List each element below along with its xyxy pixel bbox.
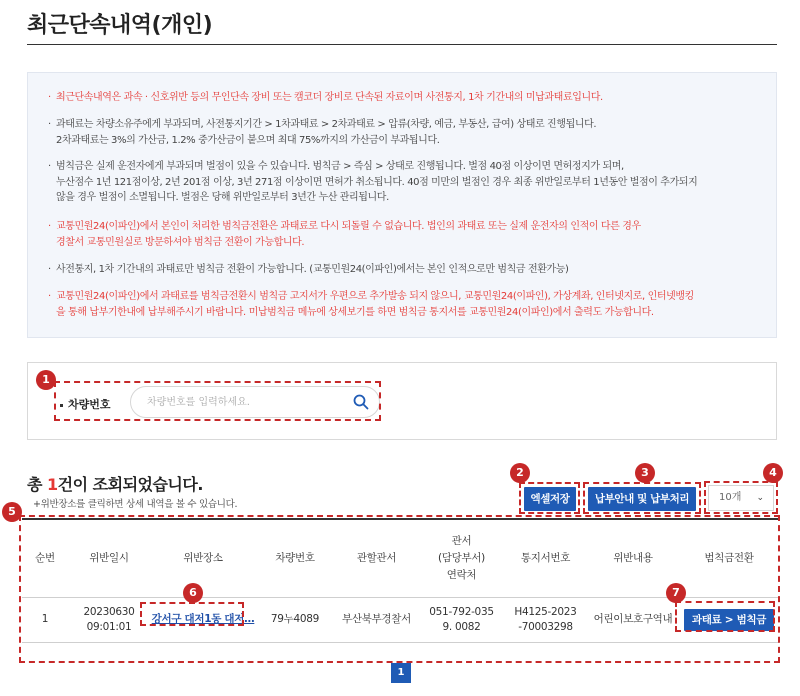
notice-line: 2차과태료는 3%의 가산금, 1.2% 중가산금이 붙으며 최대 75%까지의 가산금이 부과됩니다. bbox=[56, 134, 440, 146]
notice-line: 과태료는 차량소유주에게 부과되며, 사전통지기간 > 1차과태료 > 2차과태료 > 압류(차량, 예금, 부동산, 급여) 상태로 진행됩니다. bbox=[56, 119, 597, 130]
annotation-marker: 7 bbox=[666, 583, 686, 603]
notice-line: 최근단속내역은 과속 · 신호위반 등의 무인단속 장비 또는 캠코더 장비로 단속된 자료이며 사전통지, 1차 기간내의 미납과태료입니다. bbox=[56, 92, 603, 103]
column-header: 범칙금전환 bbox=[679, 519, 779, 597]
annotation-marker: 5 bbox=[2, 502, 22, 522]
cell-violation: 어린이보호구역내 bbox=[587, 597, 679, 642]
notice-line: 범칙금은 실제 운전자에게 부과되며 벌점이 있을 수 있습니다. 범칙금 > 즉심 > 상태로 진행됩니다. 벌점 40점 이상이면 면허정지가 되며, bbox=[56, 161, 624, 172]
cell-contact: 051-792-035 9. 0082 bbox=[419, 597, 504, 642]
annotation-box bbox=[54, 381, 381, 421]
cell-no: 1 bbox=[22, 597, 68, 642]
annotation-marker: 2 bbox=[510, 463, 530, 483]
annotation-box bbox=[519, 482, 580, 514]
cell-plate: 79누4089 bbox=[256, 597, 334, 642]
column-header: 위반일시 bbox=[68, 519, 150, 597]
page-number-current[interactable]: 1 bbox=[391, 663, 411, 683]
cell-office: 부산북부경찰서 bbox=[334, 597, 419, 642]
annotation-box bbox=[675, 601, 775, 632]
notice-box bbox=[27, 72, 777, 338]
result-count bbox=[27, 472, 203, 495]
column-header: 통지서번호 bbox=[504, 519, 587, 597]
cell-date: 20230630 09:01:01 bbox=[68, 597, 150, 642]
column-header: 차량번호 bbox=[256, 519, 334, 597]
annotation-marker: 4 bbox=[763, 463, 783, 483]
notice-item: · 교통민원24(이파인)에서 본인이 처리한 범칙금전환은 과태료로 다시 되돌릴 수 없습니다. 법인의 과태료 또는 실제 운전자의 인적이 다른 경우 경찰서 교통민원실로 방문하셔야 범칙금 전환이 가능합니다. bbox=[48, 221, 641, 248]
notice-line: 사전통지, 1차 기간내의 과태료만 범칙금 전환이 가능합니다. (교통민원24(이파인)에서는 본인 인적으로만 범칙금 전환가능) bbox=[56, 264, 569, 275]
result-hint: +위반장소를 클릭하면 상세 내역을 볼 수 있습니다. bbox=[33, 499, 238, 510]
annotation-marker: 6 bbox=[183, 583, 203, 603]
notice-line: 경찰서 교통민원실로 방문하셔야 범칙금 전환이 가능합니다. bbox=[56, 236, 305, 248]
notice-line: 교통민원24(이파인)에서 과태료를 범칙금전환시 범칙금 고지서가 우편으로 추가발송 되지 않으니, 교통민원24(이파인), 가상계좌, 인터넷지로, 인터넷뱅킹 bbox=[56, 291, 694, 302]
violation-place-link[interactable]: 강서구 대저1동 대저… bbox=[151, 613, 255, 625]
vehicle-number-label-text: 차량번호 bbox=[68, 398, 111, 411]
column-header: 위반내용 bbox=[587, 519, 679, 597]
column-header: 관서 (담당부서) 연락처 bbox=[419, 519, 504, 597]
payment-guide-button[interactable]: 납부안내 및 납부처리 bbox=[588, 487, 696, 511]
excel-save-button[interactable]: 엑셀저장 bbox=[524, 487, 576, 511]
page-title: 최근단속내역(개인) bbox=[27, 13, 213, 38]
notice-item: · 최근단속내역은 과속 · 신호위반 등의 무인단속 장비 또는 캠코더 장비로 단속된 자료이며 사전통지, 1차 기간내의 미납과태료입니다. bbox=[48, 92, 603, 103]
notice-line: 않을 경우 벌점이 소멸됩니다. 벌점은 당해 위반일로부터 3년간 누산 관리됩니다. bbox=[56, 192, 389, 203]
result-count-prefix: 총 bbox=[27, 475, 48, 494]
notice-line: 교통민원24(이파인)에서 본인이 처리한 범칙금전환은 과태료로 다시 되돌릴 수 없습니다. 법인의 과태료 또는 실제 운전자의 인적이 다른 경우 bbox=[56, 221, 641, 232]
annotation-box bbox=[140, 602, 244, 626]
annotation-box bbox=[583, 482, 701, 514]
result-count-suffix: 건이 조회되었습니다. bbox=[57, 475, 203, 494]
annotation-marker: 1 bbox=[36, 370, 56, 390]
notice-line: 을 통해 납부기한내에 납부해주시기 바랍니다. 미납범칙금 메뉴에 상세보기를 하면 범칙금 통지서를 교통민원24(이파인)에서 출력도 가능합니다. bbox=[56, 306, 654, 318]
cell-notice-number: H4125-2023 -70003298 bbox=[504, 597, 587, 642]
notice-line: 누산점수 1년 121점이상, 2년 201점 이상, 3년 271점 이상이면 면허가 취소됩니다. 40점 미만의 벌점인 경우 최종 위반일로부터 1년동안 벌점이 추가되지 bbox=[56, 176, 698, 188]
title-divider bbox=[27, 44, 777, 45]
notice-item: · 과태료는 차량소유주에게 부과되며, 사전통지기간 > 1차과태료 > 2차과태료 > 압류(차량, 예금, 부동산, 급여) 상태로 진행됩니다. 2차과태료는 3%의 가산금, 1.2% 중가산금이 붙으며 최대 75%까지의 가산금이 부과됩니다. bbox=[48, 119, 597, 146]
rows-per-page-value: 10개 bbox=[719, 492, 742, 503]
column-header: 위반장소 bbox=[150, 519, 256, 597]
annotation-marker: 3 bbox=[635, 463, 655, 483]
column-header: 순번 bbox=[22, 519, 68, 597]
chevron-down-icon: ⌄ bbox=[756, 493, 764, 503]
result-count-number: 1 bbox=[47, 475, 58, 494]
notice-item: · 범칙금은 실제 운전자에게 부과되며 벌점이 있을 수 있습니다. 범칙금 > 즉심 > 상태로 진행됩니다. 벌점 40점 이상이면 면허정지가 되며, 누산점수 1년 121점이상, 2년 201점 이상, 3년 271점 이상이면 면허가 취소됩니다. 40점 미만의 벌점인 경우 최종 위반일로부터 1년동안 벌점이 추가되지 않을 경우 벌점이 소멸됩니다. 벌점은 당해 위반일로부터 3년간 누산 관리됩니다. bbox=[48, 161, 698, 203]
notice-item: · 사전통지, 1차 기간내의 과태료만 범칙금 전환이 가능합니다. (교통민원24(이파인)에서는 본인 인적으로만 범칙금 전환가능) bbox=[48, 264, 569, 275]
annotation-box bbox=[704, 481, 778, 514]
notice-item: · 교통민원24(이파인)에서 과태료를 범칙금전환시 범칙금 고지서가 우편으로 추가발송 되지 않으니, 교통민원24(이파인), 가상계좌, 인터넷지로, 인터넷뱅킹 을 통해 납부기한내에 납부해주시기 바랍니다. 미납범칙금 메뉴에 상세보기를 하면 범칙금 통지서를 교통민원24(이파인)에서 출력도 가능합니다. bbox=[48, 291, 694, 318]
convert-to-fine-button[interactable]: 과태료 > 범칙금 bbox=[684, 609, 774, 631]
column-header: 관할관서 bbox=[334, 519, 419, 597]
